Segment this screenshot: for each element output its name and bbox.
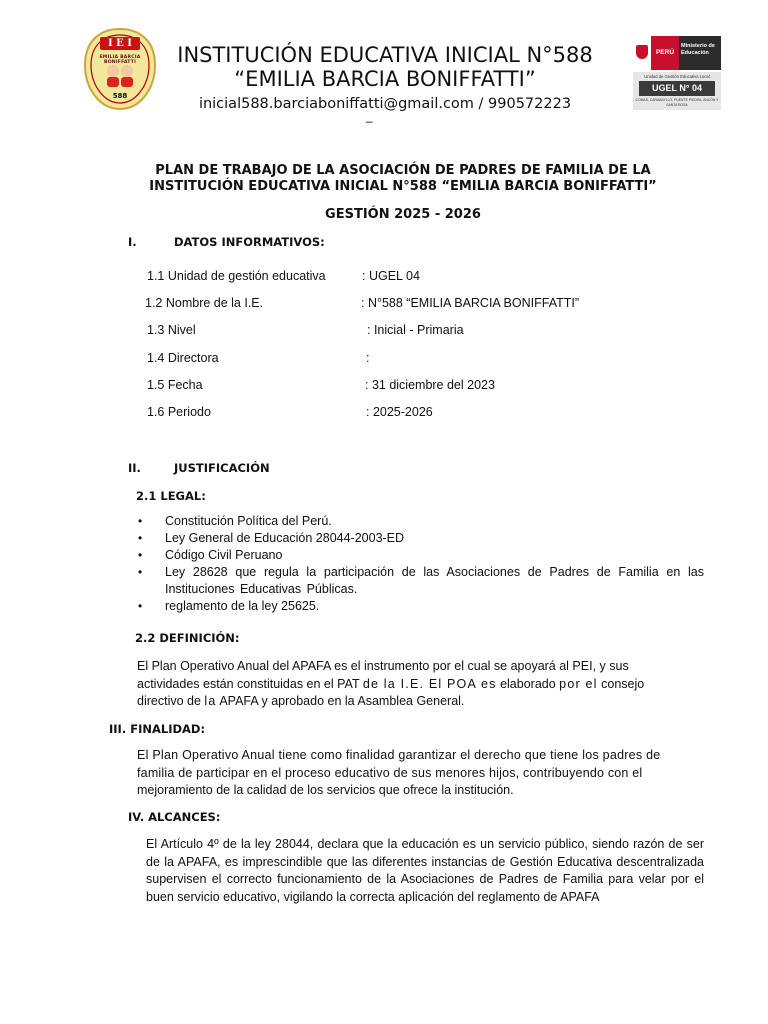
legal-heading: 2.1 LEGAL: (136, 489, 206, 503)
finality-line-2: familia de participar en el proceso educativo de sus menores hijos, contribuyendo con el (137, 765, 643, 780)
doc-title-line1: PLAN DE TRABAJO DE LA ASOCIACIÓN DE PADRES DE FAMILIA DE LA (155, 163, 651, 178)
bullet-icon: • (138, 548, 143, 562)
school-logo (82, 27, 158, 111)
info-row (147, 405, 707, 421)
info-row (147, 269, 707, 285)
country-label: PERÚ (651, 36, 679, 70)
header-contact: inicial588.barciaboniffatti@gmail.com / 990572223 (198, 96, 572, 112)
info-value: : 2025-2026 (366, 405, 433, 419)
list-item: • Ley General de Educación 28044-2003-ED (138, 531, 405, 545)
logo-badge-text: I E I (108, 38, 132, 49)
scope-paragraph: El Artículo 4º de la ley 28044, declara que la educación es un servicio público, siendo razón de ser de la APAFA, es imprescindible que las diferentes instancias de Gestión Educativa descentralizada supervisen el correcto funcionamiento de la Asociaciones de Padres de Familia para velar por el buen servicio educativo, vigilando la correcta aplicación del reglamento de APAFA (146, 837, 704, 904)
info-label: 1.6 Periodo (147, 405, 211, 419)
finality-paragraph (137, 747, 707, 800)
minedu-logo (633, 36, 721, 110)
peru-shield-icon (636, 45, 648, 59)
doc-gestion: GESTIÓN 2025 - 2026 (325, 207, 481, 222)
header-title-line2: “EMILIA BARCIA BONIFFATTI” (234, 67, 536, 91)
info-label: 1.2 Nombre de la I.E. (145, 296, 264, 310)
finality-line-3: mejoramiento de la calidad de los servicios que ofrece la institución. (137, 783, 514, 797)
section-2-number: II. (128, 461, 141, 475)
info-value: : 31 diciembre del 2023 (365, 378, 495, 392)
section-4-heading: IV. ALCANCES: (128, 810, 221, 824)
section-1-number: I. (128, 235, 137, 249)
section-3-heading: III. FINALIDAD: (109, 722, 206, 736)
list-item: • Ley 28628 que regula la participación de las Asociaciones de Padres de Familia en las Instituciones Educativas Públicas. (138, 565, 704, 596)
definition-line-1: El Plan Operativo Anual del APAFA es el instrumento por el cual se apoyará al PEI, y sus (137, 659, 629, 673)
section-1-heading (128, 235, 325, 249)
info-label: 1.3 Nivel (147, 323, 196, 337)
info-value: : (366, 351, 370, 365)
definition-line-2: actividades están constituidas en el PAT de la I.E. El POA es elaborado por el consejo (137, 676, 645, 691)
info-label: 1.5 Fecha (147, 378, 203, 392)
bullet-icon: • (138, 531, 143, 545)
ugel-label: UGEL N° 04 (639, 81, 715, 96)
finality-line-1: El Plan Operativo Anual tiene como finalidad garantizar el derecho que tiene los padres de (137, 748, 661, 762)
list-item: • Código Civil Peruano (138, 548, 283, 562)
section-2-heading (128, 461, 270, 475)
info-value: : UGEL 04 (362, 269, 420, 283)
logo-ring-text: EMILIA BARCIA BONIFFATTI (99, 55, 141, 65)
districts-label: COMAS, CARABAYLLO, PUENTE PIEDRA, ANCÓN Y SANTA ROSA (635, 98, 719, 107)
bullet-icon: • (138, 565, 143, 579)
info-row (145, 296, 705, 312)
ministry-label: Ministerio de Educación (681, 43, 715, 56)
list-item: • reglamento de la ley 25625. (138, 599, 320, 613)
info-label: 1.4 Directora (147, 351, 219, 365)
info-row (147, 378, 707, 394)
definition-heading: 2.2 DEFINICIÓN: (135, 631, 240, 645)
unit-label: Unidad de Gestión Educativa Local (644, 74, 710, 79)
section-2-title: JUSTIFICACIÓN (174, 461, 270, 475)
legal-list (136, 513, 704, 615)
info-row (147, 323, 707, 339)
list-item: • Constitución Política del Perú. (138, 514, 332, 528)
logo-number: 588 (112, 92, 128, 100)
info-value: : Inicial - Primaria (367, 323, 464, 337)
info-value: : N°588 “EMILIA BARCIA BONIFFATTI” (361, 296, 580, 310)
info-label: 1.1 Unidad de gestión educativa (147, 269, 326, 283)
header-title-line1: INSTITUCIÓN EDUCATIVA INICIAL N°588 (177, 43, 593, 67)
definition-line-3: directivo de la APAFA y aprobado en la Asamblea General. (137, 694, 465, 708)
definition-paragraph (137, 658, 707, 711)
bullet-icon: • (138, 599, 143, 613)
header-dash: – (366, 114, 373, 128)
info-row (147, 351, 707, 367)
bullet-icon: • (138, 514, 143, 528)
doc-title-line2: INSTITUCIÓN EDUCATIVA INICIAL N°588 “EMILIA BARCIA BONIFFATTI” (149, 179, 657, 194)
section-1-title: DATOS INFORMATIVOS: (174, 235, 325, 249)
